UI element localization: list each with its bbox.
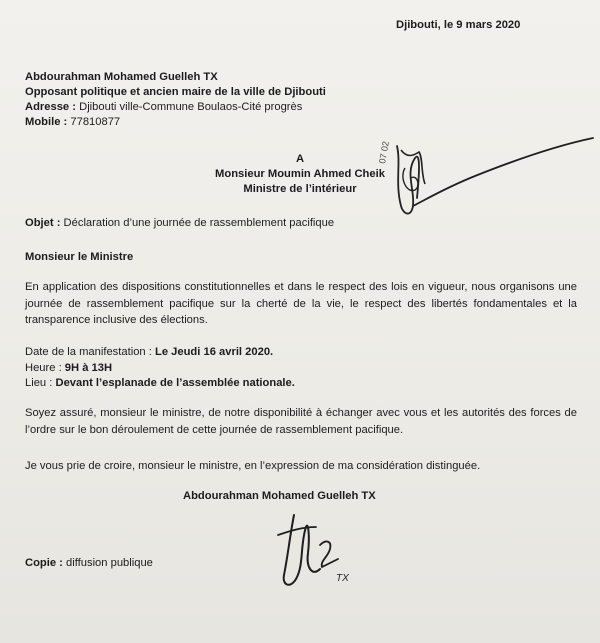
recipient-prefix: A (295, 153, 305, 165)
subject-value: Déclaration d’une journée de rassemblement pacifique (63, 217, 335, 229)
manifestation-time-value: 9H à 13H (64, 362, 113, 374)
mobile-label: Mobile : (25, 116, 68, 128)
copy-line (25, 556, 153, 570)
manifestation-place-value: Devant l’esplanade de l’assemblée nationale. (55, 377, 295, 389)
address-label: Adresse : (25, 101, 76, 113)
stamp-annotation: 07 02 (377, 140, 391, 165)
author-signature-icon (250, 505, 380, 595)
manifestation-place (25, 376, 295, 390)
reception-signature-icon (355, 128, 600, 238)
paragraph-intro: En application des dispositions constitutionnelles et dans le respect des lois en vigueur, nous organisons une journée de rassemblement pacifique sur la cherté de la vie, le respect des libertés fondamentales et la transparence inclusive des élections. (25, 281, 577, 326)
sender-title: Opposant politique et ancien maire de la ville de Djibouti (25, 86, 326, 98)
signature-annotation: TX (336, 573, 349, 584)
manifestation-time (25, 361, 112, 375)
manifestation-date-label: Date de la manifestation : (25, 346, 152, 358)
mobile-value: 77810877 (70, 116, 121, 128)
subject-label: Objet : (25, 217, 61, 229)
salutation: Monsieur le Ministre (25, 251, 134, 263)
sender-mobile (25, 115, 326, 130)
manifestation-place-label: Lieu : (25, 377, 53, 389)
sender-address (25, 100, 326, 115)
manifestation-date-value: Le Jeudi 16 avril 2020. (154, 346, 274, 358)
address-value: Djibouti ville-Commune Boulaos-Cité progrès (79, 101, 303, 113)
closing-formula: Je vous prie de croire, monsieur le ministre, en l’expression de ma considération distinguée. (25, 460, 481, 472)
signature-name: Abdourahman Mohamed Guelleh TX (183, 490, 376, 502)
sender-name: Abdourahman Mohamed Guelleh TX (25, 71, 218, 83)
subject-line (25, 216, 334, 230)
paragraph-availability: Soyez assuré, monsieur le ministre, de notre disponibilité à échanger avec vous et les autorités des forces de l’ordre sur le bon déroulement de cette journée de rassemblement pacifique. (25, 407, 577, 436)
copy-label: Copie : (25, 557, 63, 569)
copy-value: diffusion publique (66, 557, 153, 569)
recipient-name: Monsieur Moumin Ahmed Cheik (215, 168, 385, 180)
manifestation-date (25, 345, 273, 359)
sender-block (25, 70, 326, 130)
recipient-title: Ministre de l’intérieur (243, 183, 357, 195)
letter-date: Djibouti, le 9 mars 2020 (396, 19, 521, 31)
manifestation-time-label: Heure : (25, 362, 62, 374)
